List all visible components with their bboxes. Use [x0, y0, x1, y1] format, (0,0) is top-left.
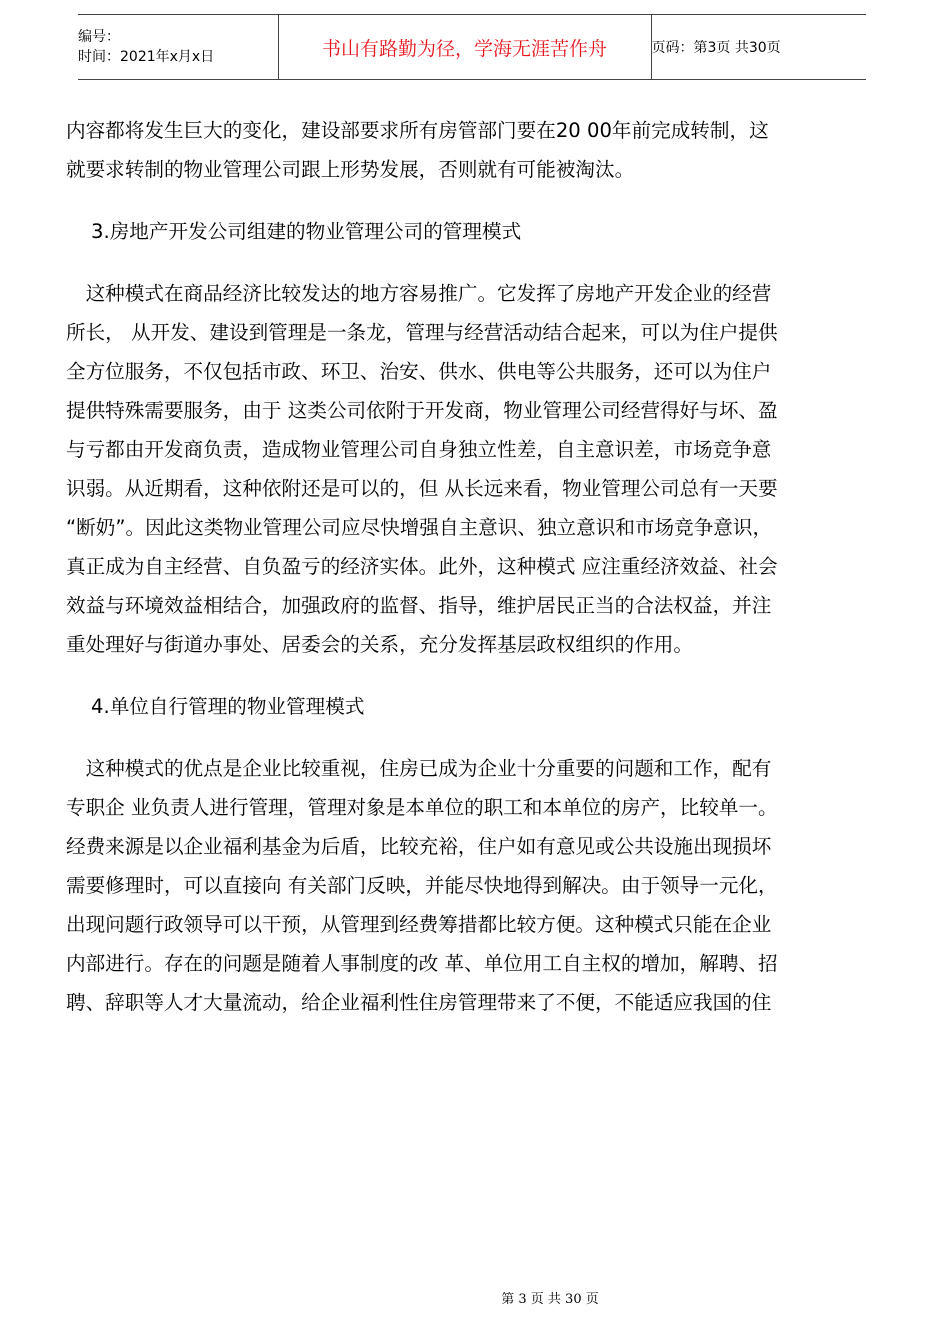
- text-line: 聘、辞职等人才大量流动，给企业福利性住房管理带来了不便，不能适应我国的住: [66, 991, 772, 1014]
- date-label: 时间：2021年x月x日: [78, 49, 215, 65]
- header-motto: 书山有路勤为径，学海无涯苦作舟: [278, 15, 651, 80]
- text-line: 出现问题行政领导可以干预，从管理到经费筹措都比较方便。这种模式只能在企业: [66, 913, 772, 936]
- text-line: “断奶”。因此这类物业管理公司应尽快增强自主意识、独立意识和市场竞争意识，: [66, 516, 773, 539]
- page-header: [78, 14, 866, 80]
- text-line: 真正成为自主经营、自负盈亏的经济实体。此外，这种模式 应注重经济效益、社会: [66, 555, 778, 578]
- doc-number-label: 编号：: [78, 29, 120, 45]
- text-line: 重处理好与街道办事处、居委会的关系，充分发挥基层政权组织的作用。: [66, 633, 693, 656]
- text-line: 提供特殊需要服务，由于 这类公司依附于开发商，物业管理公司经营得好与坏、盈: [66, 399, 778, 422]
- section-heading-4: 4.单位自行管理的物业管理模式: [91, 695, 365, 718]
- section-heading-3: 3.房地产开发公司组建的物业管理公司的管理模式: [91, 220, 522, 243]
- header-meta: [78, 15, 278, 80]
- text-line: 与亏都由开发商负责，造成物业管理公司自身独立性差，自主意识差，市场竞争意: [66, 438, 772, 461]
- paragraph-3: [66, 749, 876, 1022]
- text-line: 所长， 从开发、建设到管理是一条龙，管理与经营活动结合起来，可以为住户提供: [66, 321, 778, 344]
- paragraph-2: [66, 274, 876, 664]
- text-line: 效益与环境效益相结合，加强政府的监督、指导，维护居民正当的合法权益，并注: [66, 594, 772, 617]
- page-footer: 第 3 页 共 30 页: [501, 1292, 599, 1307]
- paragraph-1: [66, 111, 876, 189]
- text-line: 这种模式在商品经济比较发达的地方容易推广。它发挥了房地产开发企业的经营: [66, 282, 772, 305]
- document-body: [66, 111, 876, 1022]
- header-page-number: 页码：第3页 共30页: [651, 15, 866, 80]
- text-line: 识弱。从近期看，这种依附还是可以的，但 从长远来看，物业管理公司总有一天要: [66, 477, 778, 500]
- text-line: 内部进行。存在的问题是随着人事制度的改 革、单位用工自主权的增加，解聘、招: [66, 952, 778, 975]
- text-line: 专职企 业负责人进行管理，管理对象是本单位的职工和本单位的房产，比较单一。: [66, 796, 778, 819]
- text-line: 需要修理时，可以直接向 有关部门反映，并能尽快地得到解决。由于领导一元化，: [66, 874, 778, 897]
- text-line: 内容都将发生巨大的变化，建设部要求所有房管部门要在20 00年前完成转制，这: [66, 119, 769, 142]
- text-line: 全方位服务，不仅包括市政、环卫、治安、供水、供电等公共服务，还可以为住户: [66, 360, 772, 383]
- text-line: 就要求转制的物业管理公司跟上形势发展，否则就有可能被淘汰。: [66, 158, 635, 181]
- text-line: 经费来源是以企业福利基金为后盾，比较充裕，住户如有意见或公共设施出现损坏: [66, 835, 772, 858]
- text-line: 这种模式的优点是企业比较重视，住房已成为企业十分重要的问题和工作，配有: [66, 757, 772, 780]
